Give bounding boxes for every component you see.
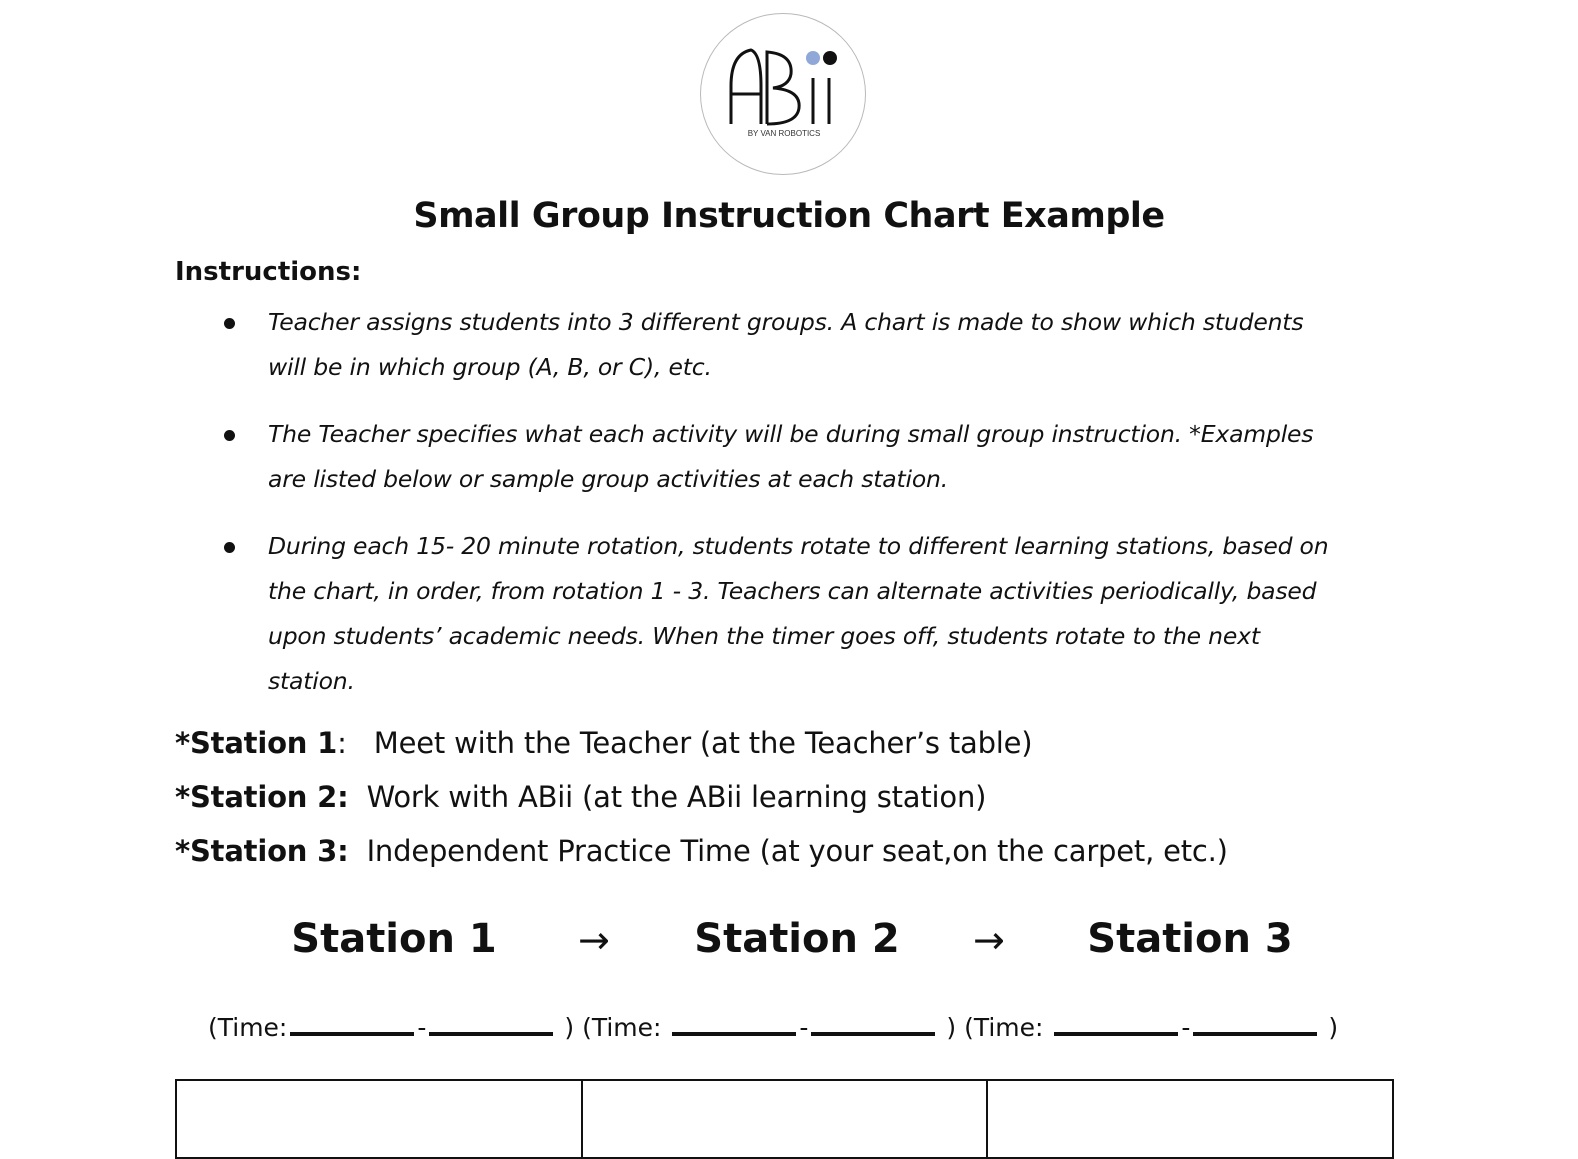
bullet-icon bbox=[224, 430, 235, 441]
group-chart-table bbox=[175, 1079, 1394, 1159]
time-end-blank[interactable] bbox=[1193, 1031, 1317, 1036]
abii-logo bbox=[700, 13, 866, 175]
logo-tagline: BY VAN ROBOTICS bbox=[747, 129, 821, 138]
station-3-header: Station 3 bbox=[1087, 916, 1293, 962]
station-3-description: *Station 3: Independent Practice Time (at your seat,on the carpet, etc.) bbox=[175, 834, 1228, 868]
arrow-right-icon: → bbox=[973, 918, 1005, 962]
station-2-header: Station 2 bbox=[694, 916, 900, 962]
page-title: Small Group Instruction Chart Example bbox=[413, 196, 1165, 236]
table-cell[interactable] bbox=[583, 1081, 989, 1157]
instructions-list bbox=[220, 300, 1340, 726]
bullet-icon bbox=[224, 318, 235, 329]
table-cell[interactable] bbox=[177, 1081, 583, 1157]
station-2-description: *Station 2: Work with ABii (at the ABii learning station) bbox=[175, 780, 987, 814]
list-item: Teacher assigns students into 3 different groups. A chart is made to show which students will be in which group (A, B, or C), etc. bbox=[220, 300, 1340, 390]
bullet-icon bbox=[224, 542, 235, 553]
time-end-blank[interactable] bbox=[811, 1031, 935, 1036]
station-1-header: Station 1 bbox=[291, 916, 497, 962]
instructions-heading: Instructions: bbox=[175, 257, 362, 287]
time-end-blank[interactable] bbox=[429, 1031, 553, 1036]
list-item: The Teacher specifies what each activity will be during small group instruction. *Examples are listed below or sample group activities at each station. bbox=[220, 412, 1340, 502]
arrow-right-icon: → bbox=[578, 918, 610, 962]
time-start-blank[interactable] bbox=[290, 1031, 414, 1036]
time-row: (Time: - ) (Time: - ) (Time: - ) bbox=[208, 1013, 1339, 1042]
time-start-blank[interactable] bbox=[1054, 1031, 1178, 1036]
station-1-description: *Station 1: Meet with the Teacher (at the Teacher’s table) bbox=[175, 726, 1033, 760]
table-cell[interactable] bbox=[988, 1081, 1392, 1157]
time-start-blank[interactable] bbox=[672, 1031, 796, 1036]
list-item: During each 15- 20 minute rotation, students rotate to different learning stations, based on the chart, in order, from rotation 1 - 3. Teachers can alternate activities periodically, based upon students’ academic needs. When the timer goes off, students rotate to the next station. bbox=[220, 524, 1340, 704]
